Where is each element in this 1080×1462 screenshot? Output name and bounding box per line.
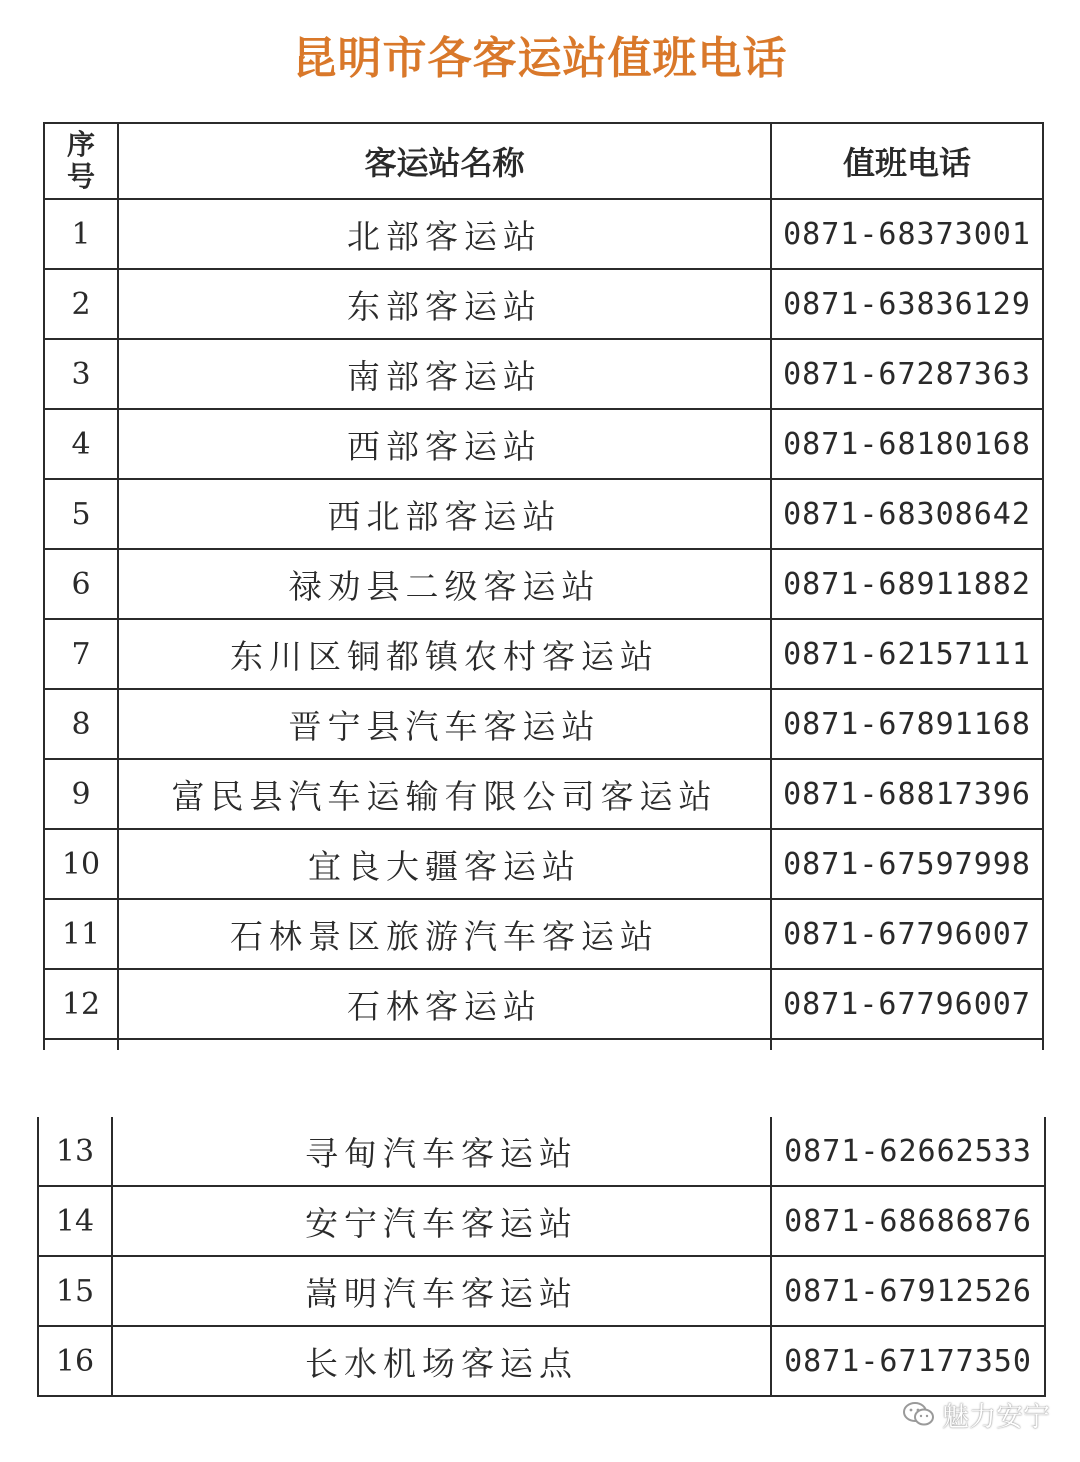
table-row xyxy=(38,1117,1045,1186)
table-row xyxy=(44,619,1043,689)
row-number: 5 xyxy=(44,479,118,549)
row-number: 16 xyxy=(38,1326,112,1396)
table-row xyxy=(44,759,1043,829)
station-phone: 0871-63836129 xyxy=(771,269,1043,339)
stations-table-part-1 xyxy=(43,122,1044,1050)
table-break-row xyxy=(44,1039,1043,1050)
station-phone: 0871-62662533 xyxy=(771,1117,1045,1186)
watermark xyxy=(902,1394,1050,1434)
row-number: 7 xyxy=(44,619,118,689)
table-header-row xyxy=(44,123,1043,199)
station-name: 东川区铜都镇农村客运站 xyxy=(118,619,771,689)
table-row xyxy=(44,269,1043,339)
station-phone: 0871-68308642 xyxy=(771,479,1043,549)
row-number: 10 xyxy=(44,829,118,899)
station-phone: 0871-68911882 xyxy=(771,549,1043,619)
table-break-cell xyxy=(771,1039,1043,1050)
table-row xyxy=(44,339,1043,409)
row-number: 4 xyxy=(44,409,118,479)
row-number: 12 xyxy=(44,969,118,1039)
station-phone: 0871-68817396 xyxy=(771,759,1043,829)
row-number: 2 xyxy=(44,269,118,339)
header-phone: 值班电话 xyxy=(771,123,1043,199)
station-phone: 0871-68686876 xyxy=(771,1186,1045,1256)
station-name: 寻甸汽车客运站 xyxy=(112,1117,771,1186)
station-name: 东部客运站 xyxy=(118,269,771,339)
table-break-cell xyxy=(44,1039,118,1050)
station-name: 晋宁县汽车客运站 xyxy=(118,689,771,759)
station-phone: 0871-67597998 xyxy=(771,829,1043,899)
station-name: 北部客运站 xyxy=(118,199,771,269)
station-name: 安宁汽车客运站 xyxy=(112,1186,771,1256)
watermark-text: 魅力安宁 xyxy=(942,1401,1050,1433)
table-row xyxy=(44,479,1043,549)
page-title: 昆明市各客运站值班电话 xyxy=(292,33,788,84)
station-name: 富民县汽车运输有限公司客运站 xyxy=(118,759,771,829)
row-number: 14 xyxy=(38,1186,112,1256)
table-row xyxy=(38,1186,1045,1256)
row-number: 13 xyxy=(38,1117,112,1186)
row-number: 3 xyxy=(44,339,118,409)
station-name: 石林客运站 xyxy=(118,969,771,1039)
station-phone: 0871-67796007 xyxy=(771,969,1043,1039)
station-name: 宜良大疆客运站 xyxy=(118,829,771,899)
row-number: 11 xyxy=(44,899,118,969)
page-break-gap xyxy=(30,1071,1060,1117)
row-number: 15 xyxy=(38,1256,112,1326)
row-number: 9 xyxy=(44,759,118,829)
station-name: 禄劝县二级客运站 xyxy=(118,549,771,619)
station-name: 嵩明汽车客运站 xyxy=(112,1256,771,1326)
station-phone: 0871-68180168 xyxy=(771,409,1043,479)
table-row xyxy=(44,409,1043,479)
row-number: 1 xyxy=(44,199,118,269)
stations-table-part-2 xyxy=(37,1117,1046,1397)
table-row xyxy=(44,899,1043,969)
row-number: 6 xyxy=(44,549,118,619)
station-phone: 0871-62157111 xyxy=(771,619,1043,689)
station-name: 西北部客运站 xyxy=(118,479,771,549)
header-seq-line-2: 号 xyxy=(66,160,95,193)
station-phone: 0871-68373001 xyxy=(771,199,1043,269)
row-number: 8 xyxy=(44,689,118,759)
table-row xyxy=(44,969,1043,1039)
station-name: 西部客运站 xyxy=(118,409,771,479)
table-row xyxy=(38,1256,1045,1326)
table-row xyxy=(44,689,1043,759)
table-row xyxy=(44,199,1043,269)
wechat-icon xyxy=(902,1400,936,1428)
header-station-name: 客运站名称 xyxy=(118,123,771,199)
station-name: 南部客运站 xyxy=(118,339,771,409)
header-seq-line-1: 序 xyxy=(66,128,95,161)
table-row xyxy=(44,829,1043,899)
header-seq xyxy=(44,123,118,199)
station-name: 长水机场客运点 xyxy=(112,1326,771,1396)
table-row xyxy=(44,549,1043,619)
table-break-cell xyxy=(118,1039,771,1050)
station-name: 石林景区旅游汽车客运站 xyxy=(118,899,771,969)
station-phone: 0871-67287363 xyxy=(771,339,1043,409)
station-phone: 0871-67912526 xyxy=(771,1256,1045,1326)
table-row xyxy=(38,1326,1045,1396)
station-phone: 0871-67891168 xyxy=(771,689,1043,759)
station-phone: 0871-67796007 xyxy=(771,899,1043,969)
station-phone: 0871-67177350 xyxy=(771,1326,1045,1396)
